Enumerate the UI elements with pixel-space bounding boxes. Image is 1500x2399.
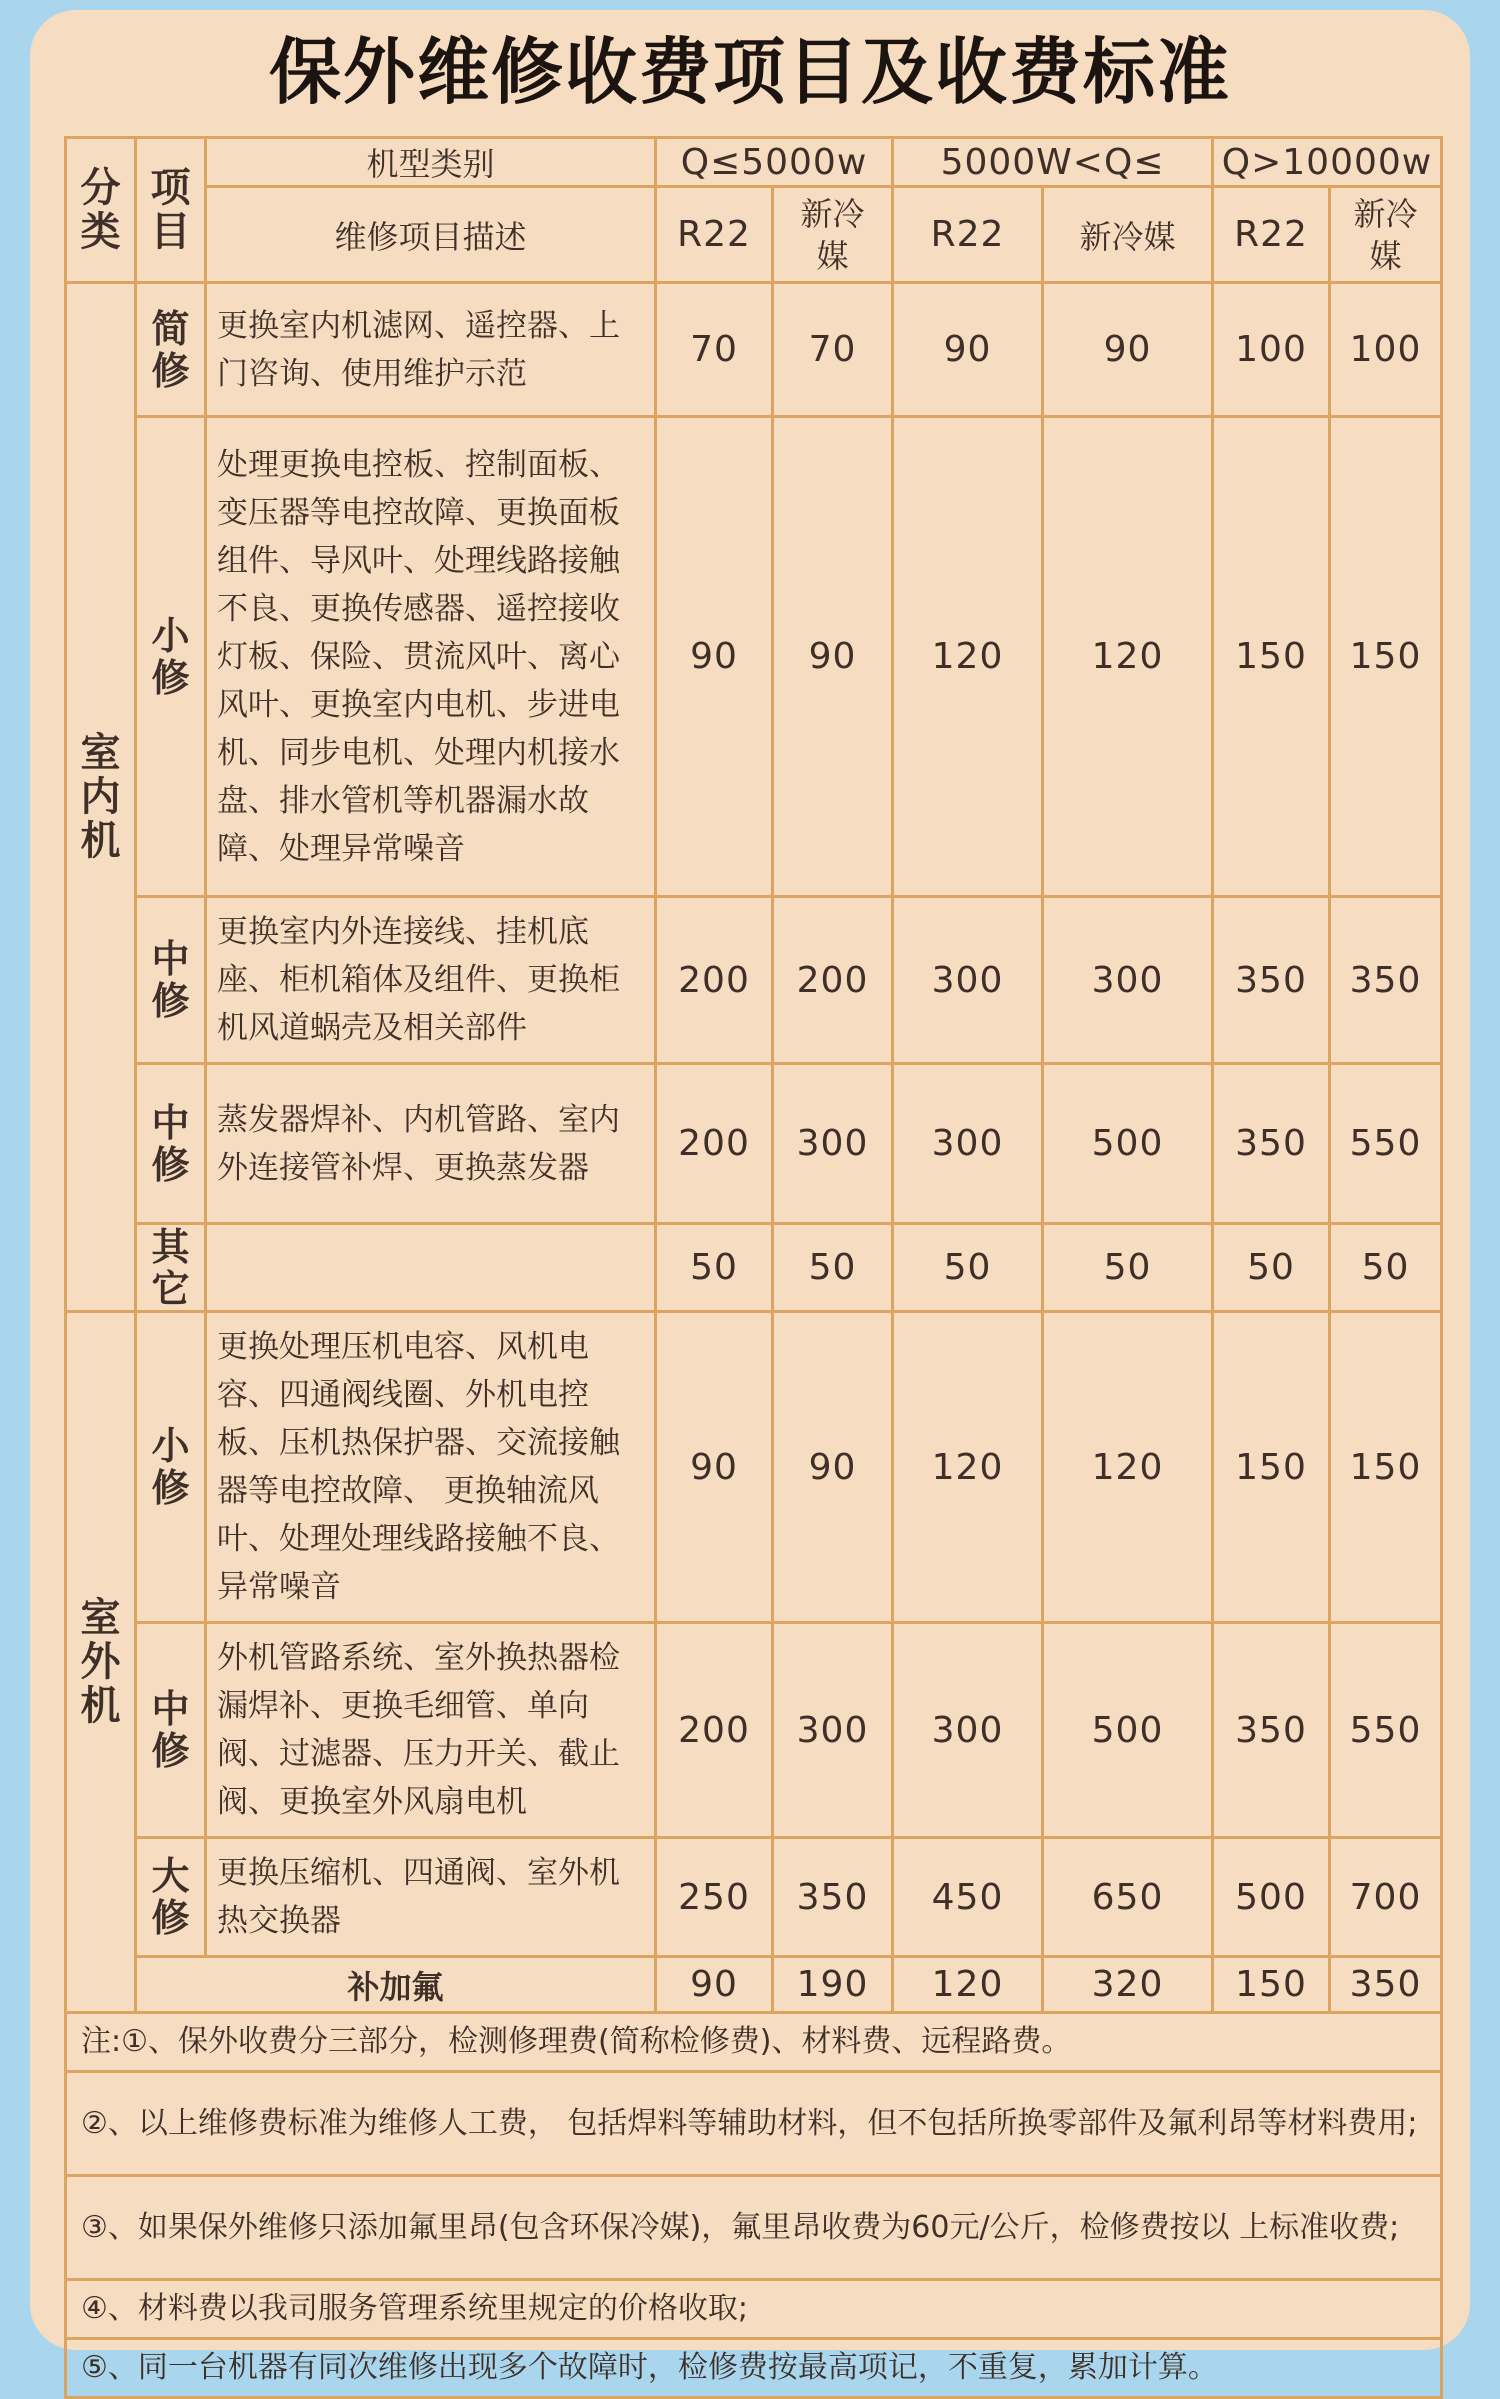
header-sub-r22: R22 xyxy=(1213,187,1330,283)
table-row xyxy=(66,897,1442,1064)
price-cell: 90 xyxy=(656,1957,773,2013)
note-row xyxy=(66,2339,1442,2398)
price-cell: 100 xyxy=(1330,283,1442,417)
item-cell: 简修 xyxy=(136,283,206,417)
price-cell: 50 xyxy=(656,1224,773,1312)
price-cell: 50 xyxy=(1330,1224,1442,1312)
price-cell: 200 xyxy=(773,897,893,1064)
note-row xyxy=(66,2013,1442,2072)
price-cell: 120 xyxy=(893,1312,1043,1623)
price-cell: 90 xyxy=(773,1312,893,1623)
header-category: 分类 xyxy=(66,138,136,283)
price-cell: 150 xyxy=(1213,417,1330,897)
table-row xyxy=(66,283,1442,417)
refill-row xyxy=(66,1957,1442,2013)
price-cell: 700 xyxy=(1330,1838,1442,1957)
header-model-type: 机型类别 xyxy=(206,138,656,187)
description-cell: 更换处理压机电容、风机电容、四通阀线圈、外机电控板、压机热保护器、交流接触器等电控故障、 更换轴流风叶、处理处理线路接触不良、异常噪音 xyxy=(206,1312,656,1623)
price-cell: 120 xyxy=(1043,417,1213,897)
category-indoor: 室内机 xyxy=(66,283,136,1312)
price-cell: 200 xyxy=(656,1623,773,1838)
price-cell: 300 xyxy=(893,1623,1043,1838)
note-row xyxy=(66,2176,1442,2280)
price-cell: 120 xyxy=(893,1957,1043,2013)
description-cell xyxy=(206,1224,656,1312)
price-cell: 150 xyxy=(1330,1312,1442,1623)
note-1: 注:①、保外收费分三部分，检测修理费(简称检修费)、材料费、远程路费。 xyxy=(66,2013,1442,2072)
item-cell: 小修 xyxy=(136,417,206,897)
table-row xyxy=(66,1838,1442,1957)
table-row xyxy=(66,1623,1442,1838)
price-cell: 500 xyxy=(1043,1064,1213,1224)
price-cell: 50 xyxy=(1213,1224,1330,1312)
header-sub-r22: R22 xyxy=(893,187,1043,283)
table-row xyxy=(66,1224,1442,1312)
item-cell: 大修 xyxy=(136,1838,206,1957)
header-description: 维修项目描述 xyxy=(206,187,656,283)
price-cell: 300 xyxy=(773,1064,893,1224)
price-cell: 90 xyxy=(656,1312,773,1623)
table-row xyxy=(66,1064,1442,1224)
price-table xyxy=(64,136,1443,2399)
price-cell: 450 xyxy=(893,1838,1043,1957)
header-row xyxy=(66,138,1442,187)
price-cell: 200 xyxy=(656,1064,773,1224)
header-group-3: Q>10000w xyxy=(1213,138,1442,187)
header-sub-new: 新冷媒 xyxy=(1330,187,1442,283)
header-group-2: 5000W<Q≤ xyxy=(893,138,1213,187)
item-cell: 中修 xyxy=(136,1064,206,1224)
note-4: ④、材料费以我司服务管理系统里规定的价格收取; xyxy=(66,2280,1442,2339)
price-cell: 70 xyxy=(773,283,893,417)
description-cell: 更换室内外连接线、挂机底座、柜机箱体及组件、更换柜机风道蜗壳及相关部件 xyxy=(206,897,656,1064)
description-cell: 处理更换电控板、控制面板、变压器等电控故障、更换面板组件、导风叶、处理线路接触不良、更换传感器、遥控接收灯板、保险、贯流风叶、离心风叶、更换室内电机、步进电机、同步电机、处理内机接水盘、排水管机等机器漏水故障、处理异常噪音 xyxy=(206,417,656,897)
price-cell: 50 xyxy=(1043,1224,1213,1312)
price-cell: 120 xyxy=(1043,1312,1213,1623)
item-cell: 其它 xyxy=(136,1224,206,1312)
price-cell: 150 xyxy=(1213,1312,1330,1623)
price-cell: 550 xyxy=(1330,1064,1442,1224)
header-subrow xyxy=(66,187,1442,283)
price-cell: 320 xyxy=(1043,1957,1213,2013)
price-cell: 150 xyxy=(1213,1957,1330,2013)
header-sub-r22: R22 xyxy=(656,187,773,283)
price-cell: 350 xyxy=(1330,1957,1442,2013)
price-cell: 300 xyxy=(1043,897,1213,1064)
description-cell: 外机管路系统、室外换热器检漏焊补、更换毛细管、单向阀、过滤器、压力开关、截止阀、更换室外风扇电机 xyxy=(206,1623,656,1838)
header-sub-new: 新冷媒 xyxy=(773,187,893,283)
price-cell: 650 xyxy=(1043,1838,1213,1957)
item-cell: 中修 xyxy=(136,897,206,1064)
note-5: ⑤、同一台机器有同次维修出现多个故障时，检修费按最高项记，不重复，累加计算。 xyxy=(66,2339,1442,2398)
price-cell: 300 xyxy=(773,1623,893,1838)
price-cell: 50 xyxy=(893,1224,1043,1312)
price-cell: 250 xyxy=(656,1838,773,1957)
header-sub-new: 新冷媒 xyxy=(1043,187,1213,283)
description-cell: 更换压缩机、四通阀、室外机热交换器 xyxy=(206,1838,656,1957)
price-cell: 350 xyxy=(1213,897,1330,1064)
price-cell: 350 xyxy=(1213,1064,1330,1224)
price-cell: 350 xyxy=(1330,897,1442,1064)
price-cell: 90 xyxy=(773,417,893,897)
page-title: 保外维修收费项目及收费标准 xyxy=(268,30,1231,114)
description-cell: 蒸发器焊补、内机管路、室内外连接管补焊、更换蒸发器 xyxy=(206,1064,656,1224)
price-cell: 300 xyxy=(893,897,1043,1064)
price-cell: 100 xyxy=(1213,283,1330,417)
price-cell: 90 xyxy=(1043,283,1213,417)
header-group-1: Q≤5000w xyxy=(656,138,893,187)
price-cell: 350 xyxy=(773,1838,893,1957)
price-cell: 300 xyxy=(893,1064,1043,1224)
refill-label: 补加氟 xyxy=(136,1957,656,2013)
price-cell: 200 xyxy=(656,897,773,1064)
price-cell: 350 xyxy=(1213,1623,1330,1838)
price-cell: 90 xyxy=(656,417,773,897)
table-row xyxy=(66,1312,1442,1623)
table-row xyxy=(66,417,1442,897)
note-row xyxy=(66,2072,1442,2176)
note-row xyxy=(66,2280,1442,2339)
price-cell: 90 xyxy=(893,283,1043,417)
price-cell: 70 xyxy=(656,283,773,417)
note-2: ②、以上维修费标准为维修人工费， 包括焊料等辅助材料，但不包括所换零部件及氟利昂等材料费用; xyxy=(66,2072,1442,2176)
price-cell: 50 xyxy=(773,1224,893,1312)
note-3: ③、如果保外维修只添加氟里昂(包含环保冷媒)，氟里昂收费为60元/公斤，检修费按以 上标准收费; xyxy=(66,2176,1442,2280)
price-cell: 190 xyxy=(773,1957,893,2013)
header-item: 项目 xyxy=(136,138,206,283)
category-outdoor: 室外机 xyxy=(66,1312,136,2013)
price-cell: 500 xyxy=(1043,1623,1213,1838)
price-cell: 150 xyxy=(1330,417,1442,897)
description-cell: 更换室内机滤网、遥控器、上门咨询、使用维护示范 xyxy=(206,283,656,417)
item-cell: 小修 xyxy=(136,1312,206,1623)
price-cell: 550 xyxy=(1330,1623,1442,1838)
item-cell: 中修 xyxy=(136,1623,206,1838)
price-cell: 500 xyxy=(1213,1838,1330,1957)
price-cell: 120 xyxy=(893,417,1043,897)
